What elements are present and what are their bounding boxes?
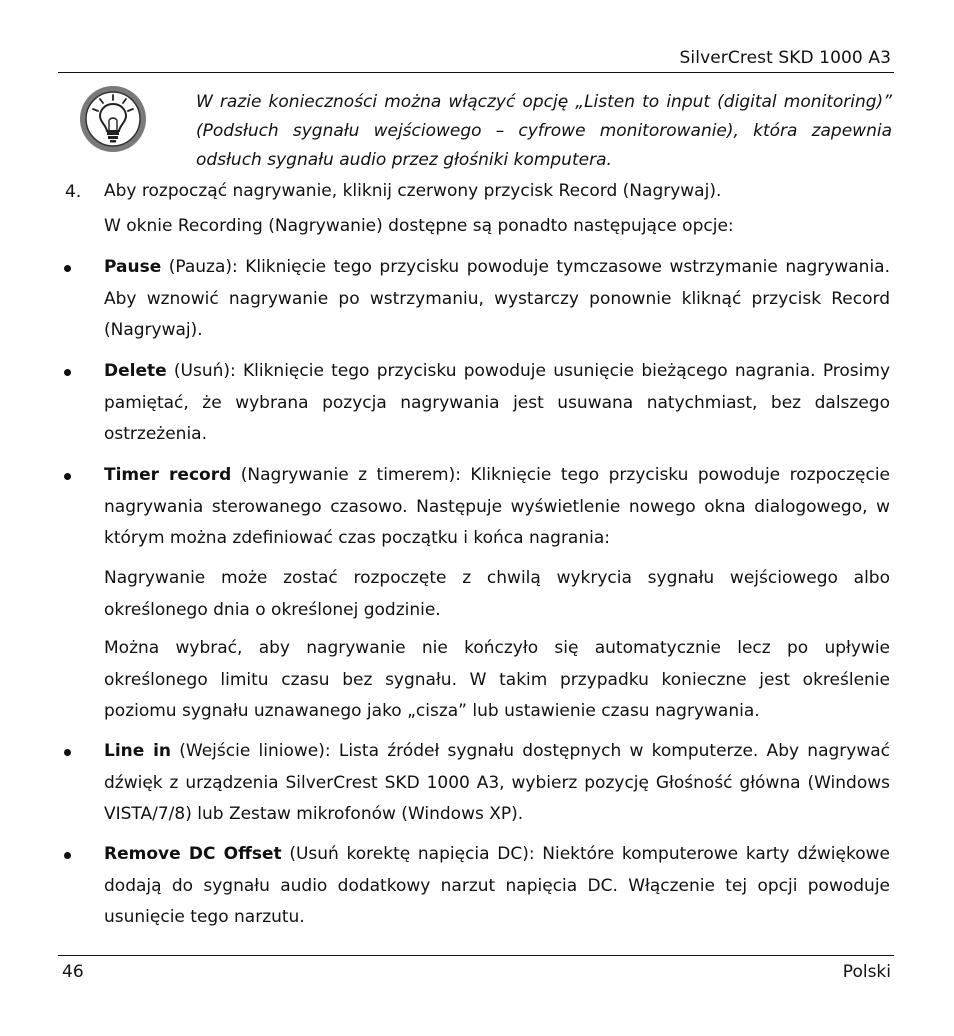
- bullet-term: Delete: [104, 361, 167, 381]
- step-number: 4.: [65, 182, 82, 202]
- bullet-term: Pause: [104, 257, 162, 277]
- tip-text: W razie konieczności można włączyć opcję „Listen to input (digital monitoring)” (Podsłuch sygnału wejściowego – cyfrowe monitorowanie), która zapewnia odsłuch sygnału audio przez głośniki komputera.: [196, 92, 892, 170]
- header-rule: [58, 72, 894, 73]
- timer-detail-stop: Można wybrać, aby nagrywanie nie kończyło się automatycznie lecz po upływie określonego limitu czasu bez sygnału. W takim przypadku konieczne jest określenie poziomu sygnału uznawanego jako „cisza” lub ustawienie czasu nagrywania.: [104, 638, 890, 721]
- lightbulb-icon: [78, 84, 148, 154]
- bullet-marker: [64, 749, 71, 756]
- bullet-remove-dc-offset: [104, 839, 890, 934]
- bullet-text: (Nagrywanie z timerem): Kliknięcie tego przycisku powoduje rozpoczęcie nagrywania sterowanego czasowo. Następuje wyświetlenie nowego okna dialogowego, w którym można zdefiniować czas początku i końca nagrania:: [104, 465, 890, 548]
- step-text: Aby rozpocząć nagrywanie, kliknij czerwony przycisk Record (Nagrywaj).: [104, 181, 722, 201]
- footer-language: Polski: [842, 962, 891, 982]
- bullet-line-in: [104, 736, 890, 831]
- header-title: SilverCrest SKD 1000 A3: [679, 48, 891, 68]
- bullet-marker: [64, 473, 71, 480]
- timer-detail-start: Nagrywanie może zostać rozpoczęte z chwilą wykrycia sygnału wejściowego albo określonego dnia o określonej godzinie.: [104, 568, 890, 620]
- bullet-marker: [64, 265, 71, 272]
- options-intro: W oknie Recording (Nagrywanie) dostępne są ponadto następujące opcje:: [104, 216, 734, 236]
- page-number: 46: [62, 962, 84, 982]
- bullet-marker: [64, 369, 71, 376]
- bullet-delete: [104, 356, 890, 451]
- bullet-term: Timer record: [104, 465, 232, 485]
- bullet-text: (Wejście liniowe): Lista źródeł sygnału dostępnych w komputerze. Aby nagrywać dźwięk z urządzenia SilverCrest SKD 1000 A3, wybierz pozycję Głośność główna (Windows VISTA/7/8) lub Zestaw mikrofonów (Windows XP).: [104, 741, 891, 824]
- bullet-timer-record: [104, 460, 890, 555]
- bullet-text: (Usuń korektę napięcia DC): Niektóre komputerowe karty dźwiękowe dodają do sygnału audio dodatkowy narzut napięcia DC. Włączenie tej opcji powoduje usunięcie tego narzutu.: [104, 844, 890, 927]
- bullet-text: (Pauza): Kliknięcie tego przycisku powoduje tymczasowe wstrzymanie nagrywania. Aby wznowić nagrywanie po wstrzymaniu, wystarczy ponownie kliknąć przycisk Record (Nagrywaj).: [104, 257, 890, 340]
- bullet-pause: [104, 252, 890, 347]
- footer-rule: [58, 955, 894, 956]
- bullet-term: Remove DC Offset: [104, 844, 282, 864]
- bullet-text: (Usuń): Kliknięcie tego przycisku powoduje usunięcie bieżącego nagrania. Prosimy pamiętać, że wybrana pozycja nagrywania jest usuwana natychmiast, bez dalszego ostrzeżenia.: [104, 361, 890, 444]
- bullet-marker: [64, 852, 71, 859]
- bullet-term: Line in: [104, 741, 171, 761]
